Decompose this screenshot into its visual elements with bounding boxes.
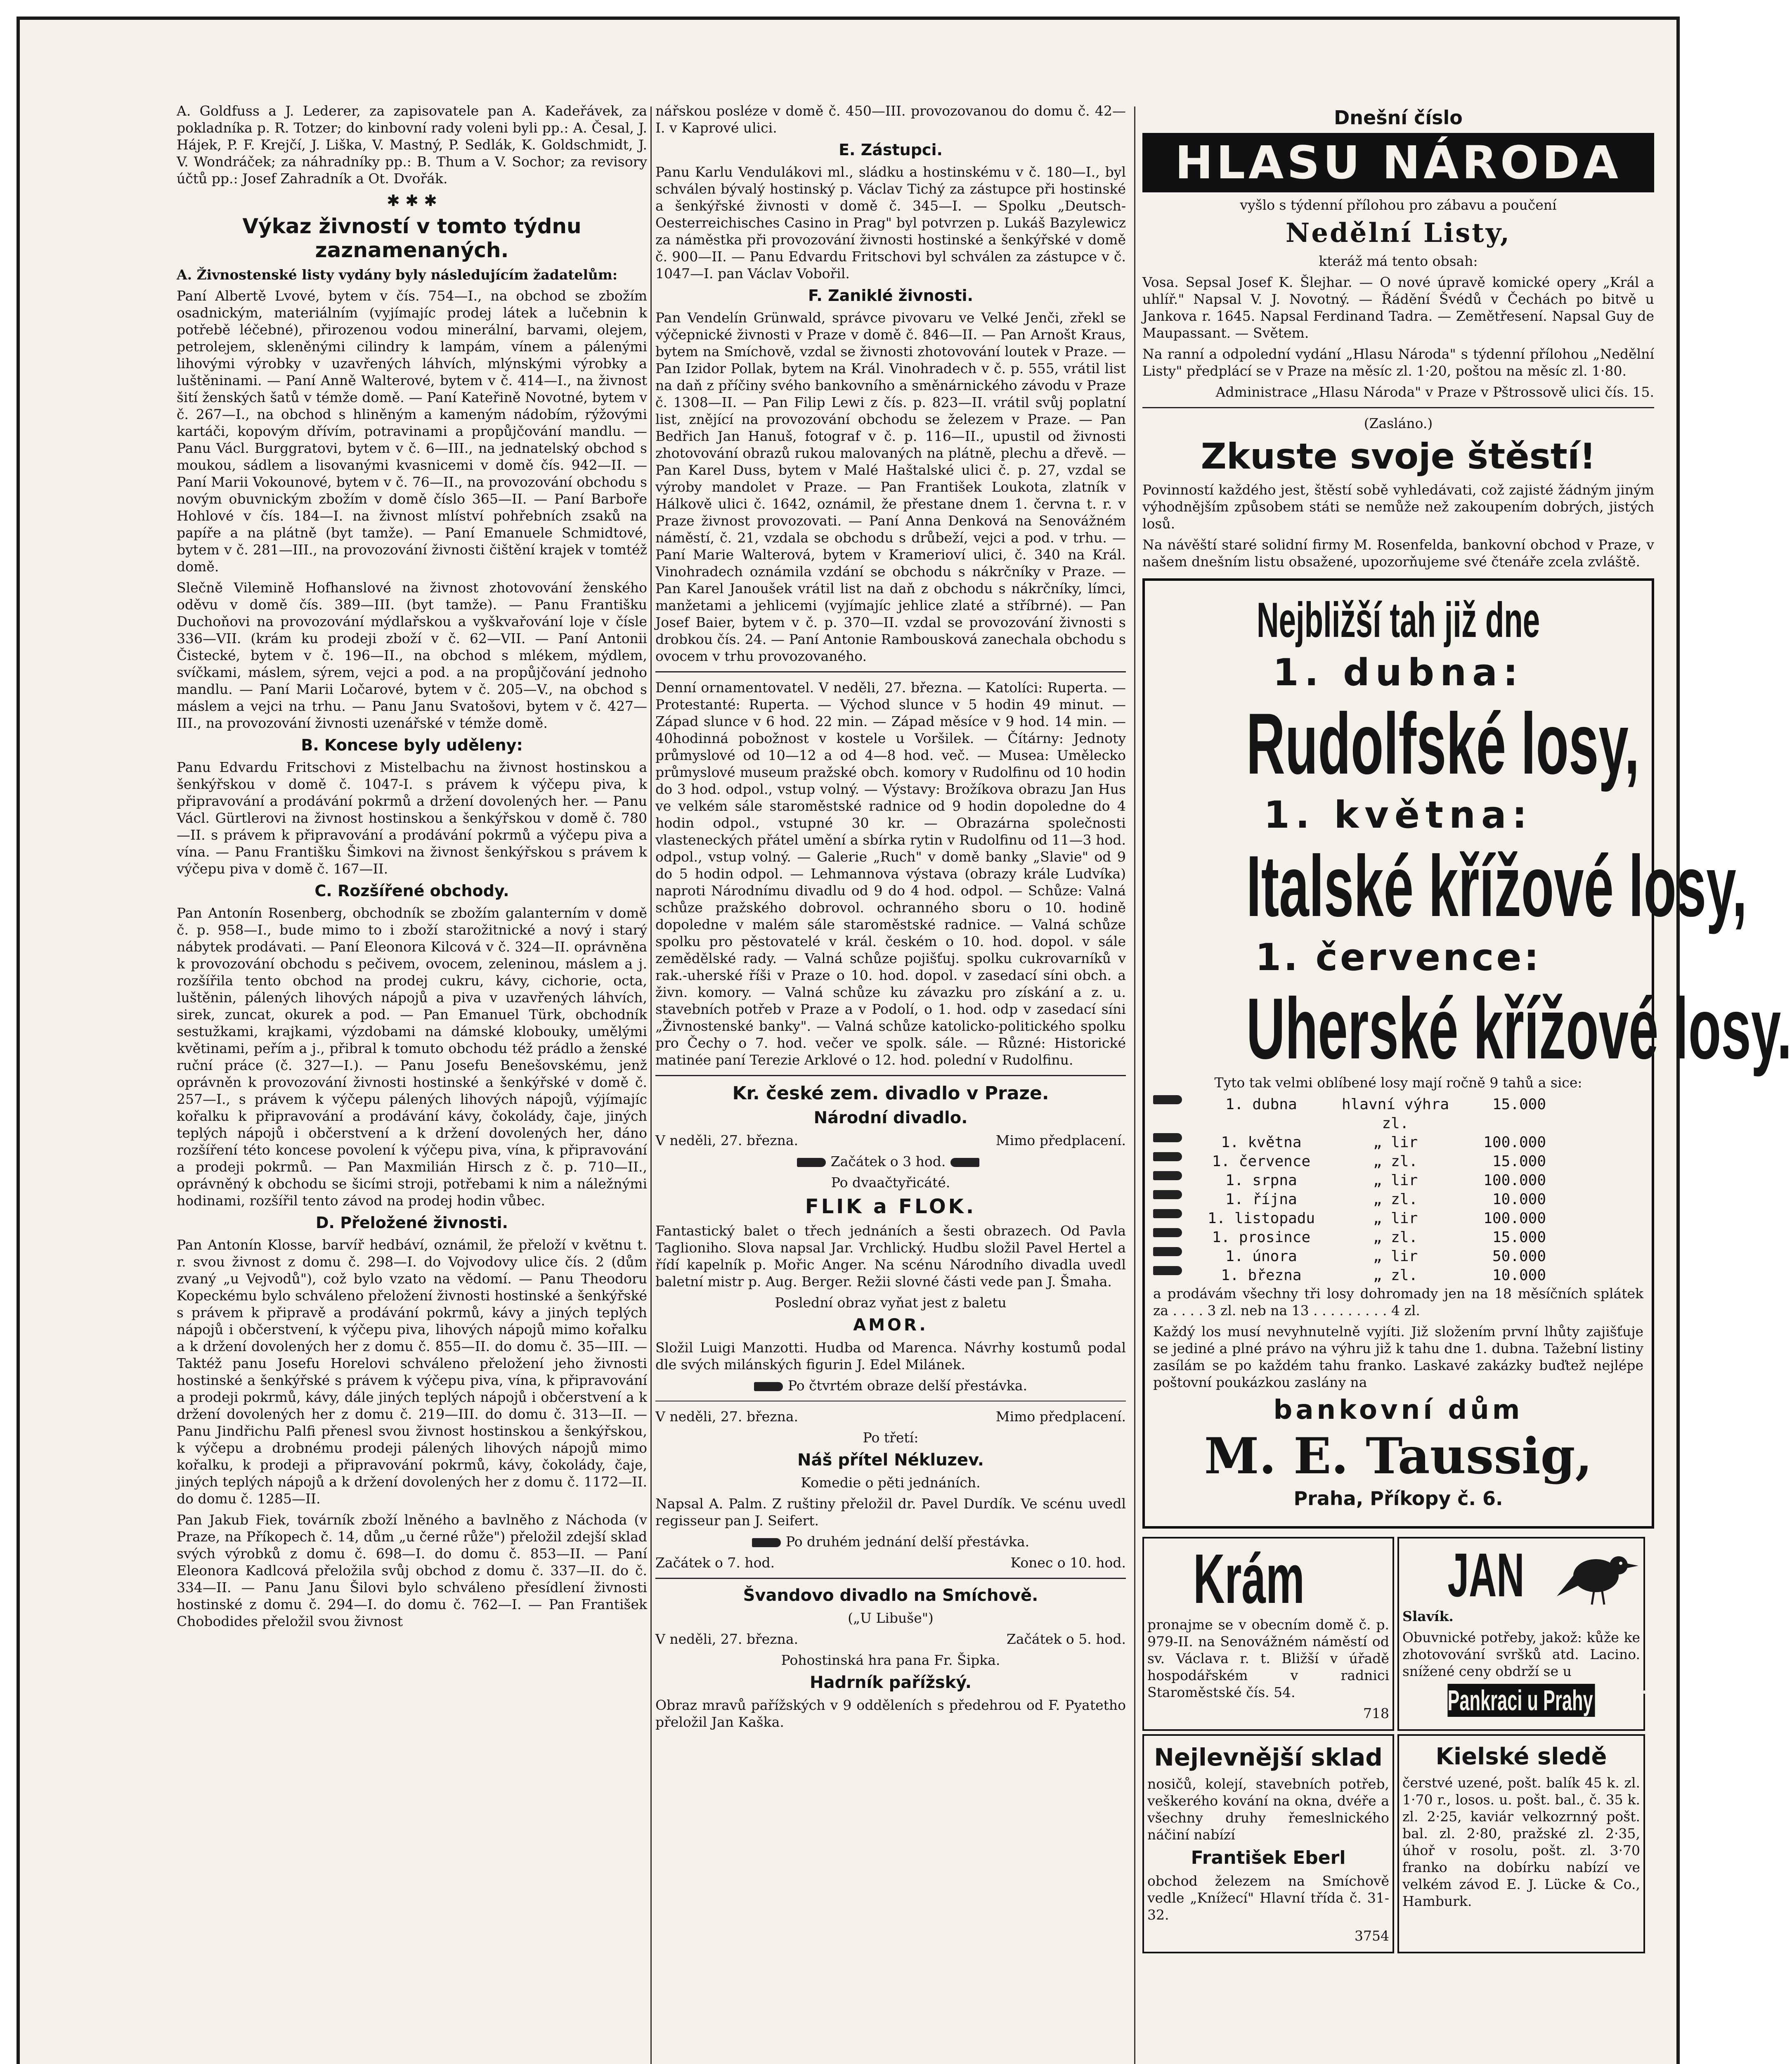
pause-note: Po čtvrtém obraze delší přestávka. [787, 1378, 1028, 1394]
shoemaker-address: Pankraci u Prahy čís. 67. [1447, 1684, 1658, 1716]
paragraph: Panu Edvardu Fritschovi z Mistelbachu na živnost hostinskou a šenkýřskou v domě č. 1047-I. s právem k výčepu piva, k připravování a prodávání pokrmů a držení dovolených her. — Panu Václ. Gürtlerovi na živnost hostinskou a šenkýřskou v domě č. 780—II. s právem k připravování a prodávání pokrmů a výčepu piva a vína. — Panu Františku Šimkovi na živnost šenkýřskou s právem k výčepu piva v domě č. 167—II. [177, 759, 647, 877]
column-divider [1134, 107, 1135, 2064]
pointing-hand-icon [754, 1382, 783, 1391]
small-ads-row [1142, 1537, 1658, 1731]
draw-cell: 1. srpna [1225, 1172, 1297, 1189]
draw-row [1153, 1209, 1643, 1228]
paragraph: nářskou posléze v domě č. 450—III. provozovanou do domu č. 42—I. v Kaprové ulici. [655, 103, 1126, 136]
hardware-owner: František Eberl [1191, 1847, 1346, 1868]
divider [655, 1578, 1126, 1579]
date: V neděli, 27. března. [655, 1132, 799, 1148]
draw-date-1: 1. dubna: [1273, 651, 1524, 694]
divider [655, 1075, 1126, 1076]
hardware-ad [1142, 1734, 1394, 1953]
shop-rental-ad [1142, 1537, 1394, 1731]
divider [655, 671, 1126, 672]
play-title-2: Náš přítel Nékluzev. [797, 1451, 984, 1470]
lottery-advertisement [1142, 578, 1792, 1529]
draw-row [1153, 1095, 1643, 1133]
draw-cell: hlavní výhra zl. [1341, 1096, 1449, 1132]
pointing-hand-icon [1153, 1133, 1182, 1142]
installment-text: a prodávám všechny tři losy dohromady jen na 18 měsíčních splátek za . . . . 3 zl. neb na 13 . . . . . . . . . 4 zl. [1153, 1285, 1643, 1318]
subscription-text: Na ranní a odpolední vydání „Hlasu Národa" s týdenní přílohou „Nedělní Listy" předplácí se v Praze na měsíc zl. 1·20, poštou na měsíc zl. 1·80. [1142, 346, 1654, 379]
pause-line [655, 1533, 1126, 1550]
pointing-hand-icon [1153, 1247, 1182, 1256]
draw-cell: 10.000 [1492, 1267, 1546, 1284]
note: Mimo předplacení. [995, 1408, 1126, 1425]
draw-cell: „ zl. [1373, 1267, 1418, 1284]
draw-cell: 1. prosince [1212, 1229, 1311, 1246]
contents-label: kteráž má tento obsah: [1319, 253, 1478, 269]
draw-row [1153, 1190, 1643, 1209]
section-f-heading: F. Zaniklé živnosti. [808, 286, 973, 305]
shoemaker-name: JAN [1447, 1540, 1525, 1610]
paragraph: Paní Albertě Lvové, bytem v čís. 754—I., na obchod se zbožím osadnickým, materiálním (vyjímajíc prodej látek a lučebnin k potřebě léčebné), přirozenou vodou minerální, barvami, olejem, petrolejem, skleněnými cilindry k lampám, vínem a pálenými lihovými výrobky v uzavřených láhvích, mlýnskými výrobky a luštěninami. — Paní Anně Walterové, bytem v č. 414—I., na živnost šití ženských šatů v témže domě. — Paní Kateřině Novotné, bytem v č. 267—I., na obchod s hliněným a kameným nádobím, rýžovými kartáči, kopovým dřívím, potravinami a propůjčování mandlu. — Panu Václ. Burggratovi, bytem v č. 6—III., na jednatelský obchod s moukou, sádlem a lisovanými kvasnicemi v domě čís. 942—II. — Paní Marii Vokounové, bytem v č. 76—II., na provozování obchodu s novým obuvnickým zbožím v domě číslo 365—II. — Paní Barboře Hohlové v čís. 184—I. na živnost mlíství pohřebních zsaků na papíře a na plátně (byt tamže). — Paní Emanuele Schmidtové, bytem v č. 281—III., na provozování živnosti čištění krajek v tomtéž domě. [177, 288, 647, 575]
shoemaker-ad [1397, 1537, 1658, 1731]
column-divider [650, 107, 652, 2064]
pointing-hand-icon [1153, 1266, 1182, 1275]
column-1 [177, 102, 647, 2064]
column-2 [655, 102, 1126, 2064]
note: Poslední obraz vyňat jest z baletu [775, 1295, 1007, 1311]
draw-row [1153, 1266, 1643, 1285]
performance-number: Po třetí: [863, 1430, 919, 1446]
small-ads-row-2 [1142, 1734, 1654, 1953]
today-issue-label: Dnešní číslo [1334, 107, 1463, 129]
play-description: Fantastický balet o třech jednáních a šesti obrazech. Od Pavla Taglionіho. Slova napsal Jar. Vrchlický. Hudbu složil Pavel Hertel a řídí kapelník p. Mořic Anger. Na scénu Národního divadla uvedl baletní mistr p. Aug. Berger. Režii slovné části vede pan J. Šmaha. [655, 1223, 1126, 1290]
draw-cell: „ zl. [1373, 1229, 1418, 1246]
pointing-hand-icon [797, 1158, 826, 1167]
banner-subtitle: vyšlo s týdenní přílohou pro zábavu a poučení [1240, 197, 1557, 213]
pause-line [655, 1377, 1126, 1394]
section-b-heading: B. Koncese byly uděleny: [301, 736, 523, 754]
luck-text: Povinností každého jest, štěstí sobě vyhledávati, což zajisté žádným jiným výhodnějším způsobem státi se nemůže než zakoupením dobrých, jistých losů. [1142, 482, 1654, 532]
start-time: Začátek o 3 hod. [830, 1153, 946, 1169]
draw-cell: 15.000 [1492, 1096, 1546, 1113]
draw-row [1153, 1152, 1643, 1171]
performance-number: Po dvaačtyřicáté. [831, 1174, 950, 1191]
lottery-name-1: Rudolfské losy, [1246, 695, 1640, 792]
draw-cell: „ lir [1373, 1248, 1418, 1265]
theater-1-date-line [655, 1132, 1126, 1149]
hardware-heading: Nejlevnější sklad [1154, 1743, 1383, 1771]
draw-cell: 50.000 [1492, 1248, 1546, 1265]
play-subtitle: Komedie o pěti jednáních. [801, 1475, 981, 1491]
bird-icon [1557, 1543, 1639, 1609]
play-description: Napsal A. Palm. Z ruštiny přeložil dr. Pavel Durdík. Ve scénu uvedl regisseur pan J. Seifert. [655, 1496, 1126, 1529]
draw-date-2: 1. května: [1264, 793, 1533, 837]
herring-ad [1397, 1734, 1645, 1953]
note: Mimo předplacení. [995, 1132, 1126, 1148]
conditions-text: Každý los musí nevyhnutelně vyjíti. Již složením první lhůty zajišťuje se jediné a plné právo na výhru již k tahu dne 1. dubna. Tažební listiny zasílám se po každém tahu franko. Laskavé zakázky buďtež nejlépe poštovní poukázkou zaslány na [1153, 1323, 1643, 1390]
draw-cell: 100.000 [1483, 1134, 1546, 1151]
ballet-description: Složil Luigi Manzotti. Hudba od Marenca. Návrhy kostumů podal dle svých milánských figurin J. Edel Milánek. [655, 1340, 1126, 1373]
draw-cell: 15.000 [1492, 1229, 1546, 1246]
ballet-title: AMOR. [853, 1316, 928, 1335]
play-title: FLIK a FLOK. [805, 1195, 976, 1218]
supplement-title: Nedělní Listy, [1285, 218, 1511, 249]
pointing-hand-icon [1153, 1190, 1182, 1199]
draw-cell: 1. března [1221, 1267, 1302, 1284]
play-description: Obraz mravů pařížských v 9 oddělеních s předehrou od F. Pyatetho přeložil Jan Kaška. [655, 1697, 1126, 1730]
pointing-hand-icon [950, 1158, 979, 1167]
theater-1-title: Kr. české zem. divadlo v Praze. [732, 1083, 1049, 1104]
lottery-name-3: Uherské křížové losy. [1246, 980, 1792, 1077]
date: V neděli, 27. března. [655, 1631, 799, 1647]
start-time: Začátek o 7. hod. [655, 1555, 775, 1571]
herring-text: čerstvé uzené, pošt. balík 45 k. zl. 1·70 r., losos. u. pošt. bal., č. 35 k. zl. 2·25, kaviár velkozrnný pošt. bal. zl. 2·80, pražské zl. 2·35, úhoř v rosolu, pošt. zl. 3·70 franko na dobírku nabízí ve velkém závod E. J. Lücke & Co., Hamburk. [1402, 1775, 1640, 1909]
draw-cell: 1. listopadu [1207, 1210, 1315, 1227]
herring-heading: Kielské sledě [1435, 1743, 1607, 1770]
lottery-name-2: Italské křížové losy, [1246, 838, 1747, 935]
pause-note: Po druhém jednání delší přestávka. [785, 1534, 1030, 1550]
theater-1-date-line-2 [655, 1408, 1126, 1425]
next-draw-heading: Nejbližší tah již dne [1256, 592, 1540, 648]
draw-cell: 1. července [1212, 1153, 1311, 1170]
draw-cell: 1. května [1221, 1134, 1302, 1151]
draw-cell: 100.000 [1483, 1210, 1546, 1227]
pointing-hand-icon [1153, 1152, 1182, 1161]
pointing-hand-icon [1153, 1095, 1182, 1104]
hardware-text: nosičů, kolejí, stavebních potřeb, veškerého kování na okna, dvéře a všechny druhy řemeslnického náčiní nabízí [1147, 1776, 1389, 1843]
admin-address: Administrace „Hlasu Národa" v Praze v Pštrossově ulici čís. 15. [1215, 384, 1654, 400]
section-c-heading: C. Rozšířené obchody. [314, 882, 509, 900]
pointing-hand-icon [752, 1538, 781, 1547]
section-stars: ✱ ✱ ✱ [387, 192, 437, 210]
draw-cell: 15.000 [1492, 1153, 1546, 1170]
draw-cell: 1. února [1225, 1248, 1297, 1265]
pointing-hand-icon [1153, 1171, 1182, 1180]
start-time: Začátek o 5. hod. [1006, 1631, 1126, 1647]
draw-row [1153, 1228, 1643, 1247]
draw-cell: 1. dubna [1225, 1096, 1297, 1113]
paragraph: Pan Antonín Rosenberg, obchodník se zbožím galanterním v domě č. p. 958—I., bude mimo to i zboží starožitnické a nový i starý nábytek prodávati. — Paní Eleonora Kilcová v č. 324—II. oprávněna k provozování obchodu s pečivem, ovocem, zeleninou, máslem a j. rozšířila tento obchod na prodej cukru, kávy, cichorie, octa, luštěnin, pálených lihových nápojů a piva v uzavřených láhvích, sirek, zuncat, okurek a pod. — Pan Emanuel Türk, obchodník sestužkami, krajkami, výzdobami na dámské klobouky, umělými květinami, peřím a j., přibral k tomuto obchodu též prádlo a ženské ruční práce (č. 327—I.). — Panu Josefu Benešovskému, jenž oprávněn k provozování živnosti hostinské a šenkýřské v domě č. 257—I., s právem k výčepu pálených lihových nápojů, výjímajíc kořalku k připravování a prodávání kávy, čokolády, čaje, jiných teplých nápojů i občerstvení a k držení dovolených her, dáno rozšíření této koncese povolení k výčepu piva, vína, k připravování a prodeji pokrmů. — Pan Maxmilián Hirsch z č. p. 710—II., oprávněný k obchodu se šicími stroji, potřebami k nim a náležnými hodinami, rozšířil tento závod na prodej hodin vůbec. [177, 905, 647, 1209]
start-end-line [655, 1554, 1126, 1571]
draw-row [1153, 1171, 1643, 1190]
theater-2-subtitle: („U Libuše") [848, 1610, 934, 1626]
shop-heading: Krám [1193, 1540, 1305, 1618]
section-a-heading: A. Živnostenské listy vydány byly následujícím žadatelům: [177, 267, 618, 283]
paragraph: Pan Vendelín Grünwald, správce pivovaru ve Velké Jenči, zřekl se výčepnické živnosti v Praze v domě č. 846—II. — Pan Arnošt Kraus, bytem na Smíchově, vzdal se živnosti zhotovování loutek v Praze. — Pan Izidor Pollak, bytem na Král. Vinohradech v č. p. 555, vrátil list na daň z příčiny svého bankovního a směnárnického závodu v Praze č. 1308—II. — Pan Filip Lewi z čís. p. 823—II. vrátil svůj poplatní list, znějící na provozování obchodu se železem v Praze. — Pan Bedřich Jan Hanuš, fotograf v č. p. 116—II., upustil od živnosti zhotovování obrazů rukou malovaných na plátně, plechu a dřevě. — Pan Karel Duss, bytem v Malé Haštalské ulici č. p. 27, vzdal se výroby mandolet v Praze. — Pan František Loukota, zlatník v Hálkově ulici č. 1642, oznámil, že přestane dnem 1. června t. r. v Praze živnost provozovati. — Paní Anna Denková na Senovážném náměstí, č. 21, vzdala se obchodu s drůbeží, vejci a pod. v trhu. — Paní Marie Walterová, bytem v Kramerioví ulici, č. 340 na Král. Vinohradech oznámila vzdání se obchodu s nákrčníky v Praze. — Pan Karel Janoušek vrátil list na daň z obchodu s nákrčníky, límci, manžetami a jehlicemi (vyjímajíc jehlice zlaté a stříbrné). — Pan Josef Baier, bytem v č. p. 370—II. vzdal se provozování živnosti s drobkou čís. 24. — Paní Antonie Rambousková zanechala obchodu s ovocem v trhu provozovaného. [655, 310, 1126, 664]
pointing-hand-icon [1153, 1209, 1182, 1218]
article-title: Výkaz živností v tomto týdnu zaznamenaných. [242, 214, 582, 262]
draw-cell: 10.000 [1492, 1191, 1546, 1208]
newspaper-banner: HLASU NÁRODA [1142, 133, 1654, 192]
play-title-3: Hadrník pařížský. [810, 1673, 972, 1692]
draw-cell: „ lir [1373, 1172, 1418, 1189]
end-time: Konec o 10. hod. [1010, 1555, 1126, 1571]
draw-cell: „ lir [1373, 1134, 1418, 1151]
section-d-heading: D. Přeložené živnosti. [316, 1214, 508, 1232]
bank-address: Praha, Příkopy č. 6. [1293, 1487, 1503, 1510]
theater-2-date-line [655, 1631, 1126, 1647]
pointing-hand-icon [1153, 1228, 1182, 1237]
bank-name: M. E. Taussig, [1204, 1427, 1593, 1485]
section-e-heading: E. Zástupci. [839, 141, 943, 159]
rosenfeld-text: Na návěští staré solidní firmy M. Rosenfelda, bankovní obchod v Praze, v našem dnešním listu obsažené, upozorňujeme své čtenáře zcela zvláště. [1142, 537, 1654, 570]
paragraph: Slečně Vilemině Hofhanslové na živnost zhotovování ženského oděvu v domě čís. 389—III. (byt tamže). — Panu Františku Duchoňovi na provozování mýdlařskou a vyškvařování loje v čísle 336—VII. (krám ku prodeji zboží v č. 62—VII. — Paní Antonii Čistecké, bytem v č. 196—II., na obchod s mlékem, mýdlem, svíčkami, máslem, sýrem, vejci a pod. a na propůjčování jednoho mandlu. — Paní Marii Ločarové, bytem v č. 205—V., na obchod s máslem a vejci na trhu. — Panu Janu Svatošovi, bytem v č. 427—III., na provozování živnosti uzenářské v témže domě. [177, 580, 647, 731]
daily-calendar: Denní ornamentovatel. V neděli, 27. března. — Katolíci: Rupertа. — Protestanté: Ruperta. — Východ slunce v 5 hodin 49 minut. — Západ slunce v 6 hod. 22 min. — Západ měsíce v 9 hod. 14 min. — 40hodinná pobožnost v kostele u Voršilek. — Čítárny: Jednoty průmyslové od 10—12 a od 4—8 hod. več. — Museа: Umělecko průmyslové museum pražské obch. komory v Rudolfinu od 10 hodin do 3 hod. odpol., vstup volný. — Výstavy: Brožíkova obrazu Jan Hus ve velkém sále staroměstské radnice od 9 hodin dopoledne do 4 hodin odpol., vstupné 30 kr. — Obrazárna společnosti vlasteneckých přátel umění a sbírka rytin v Rudolfinu od 11—3 hod. odpol., vstup volný. — Galerie „Ruch" v domě banky „Slavie" od 9 do 5 hodin odpol. — Lehmannova výstava (obrazy krále Ludvíka) naproti Národnímu divadlu od 9 do 4 hod. odpol. — Schůze: Valná schůze pražského dobrovol. ochranného sboru o 10. hodině dopoledne v malém sále staroměstské radnice. — Valná schůze spolku pro pěstovatelé v král. českém o 10. hod. dopol. v sále zemědělské rady. — Valná schůze pojišťuj. spolku cukrovarníků v rak.-uherské říši v Praze o 10. hod. dopol. v zasedací síni obch. a živn. komory. — Valná schůze ku závazku pro získání a z. u. stavebních potřeb v Praze a v Podolí, o 1. hod. odp v zasedací síni „Živnostenské banky". — Valná schůze katolicko-politického spolku pro Čechy o 7. hod. večer ve spolk. sále. — Různé: Historické matinée paní Terezie Arklové o 12. hod. polední v Rudolfinu. [655, 679, 1126, 1068]
sent-label: (Zasláno.) [1364, 415, 1433, 431]
luck-headline: Zkuste svoje štěstí! [1201, 436, 1596, 477]
draw-list [1153, 1095, 1643, 1285]
intro-paragraph: A. Goldfuss a J. Lederer, za zapisovatele pan A. Kadeřávek, za pokladníka p. R. Totzer; do kinbovní rady voleni byli pp.: A. Česal, J. Hájek, P. F. Krejčí, J. Liška, V. Mastný, P. Sedlák, K. Goldschmidt, J. V. Wondráček; za náhradníky pp.: B. Thum a V. Sochor; za revisory účtů pp.: Josef Zahradník a Ot. Dvořák. [177, 103, 647, 187]
paragraph: Pan Antonín Klosse, barvíř hedbáví, oznámil, že přeloží v květnu t. r. svou živnost z domu č. 298—I. do Vojvodovy ulice čís. 2 (dům zvaný „u Vejvodů"), což bylo vzato na vědomí. — Panu Theodoru Kopeckému bylo schváleno přeložení živnosti hostinské a šenkýřské s právem k připravě a prodávání pokrmů, kávy a jiných teplých nápojů i občerstvení, k výčepu piva, lihových nápojů mimo kořalku a k držení dovolených her z domu č. 855—II. do domu č. 35—III. — Taktéž panu Josefu Horelovi schváleno přeložení jeho živnosti hostinské a šenkýřské s právem k výčepu piva, vína, k připravování a prodeji pokrmů, kávy, dále jiných teplých nápojů i občerstvení a k držení dovolených her z domu č. 219—III. do domu č. 313—II. — Panu Jindřichu Palfi přenesl svou živnost hostinskou a šenkýřskou, k výčepu a drobnému prodeji pálených lihových nápojů mimo kořalku, k prodeji a připravování pokrmů, kávy, čokolády, čaje, jiných teplých nápojů a k držení dovolených her z domu č. 1172—II. do domu č. 1285—II. [177, 1237, 647, 1507]
paragraph: Panu Karlu Vendulákovi ml., sládku a hostinskému v č. 180—I., byl schválen bývalý hostinský p. Václav Tichý za zástupce při hostinské a šenkýřské živnosti v domě č. 345—I. — Spolku „Deutsch-Oesterreichisches Casino in Prag" byl potvrzen p. Lukáš Bazylewicz za náměstka při provozování živnosti hostinské a šenkýřské v domě č. 900—II. — Panu Edvardu Fritschovi byl schválen za zástupce v č. 1047—I. pan Václav Vobořil. [655, 164, 1126, 282]
hardware-address: obchod železem na Smíchově vedle „Knížecí" Hlavní třída č. 31-32. [1147, 1873, 1389, 1923]
draw-cell: 1. října [1225, 1191, 1297, 1208]
newspaper-page [17, 17, 1792, 2064]
draw-cell: „ zl. [1373, 1153, 1418, 1170]
guest-note: Pohostinská hra pana Fr. Šipka. [781, 1652, 1000, 1668]
column-3 [1142, 102, 1792, 2064]
theater-2-title: Švandovo divadlo na Smíchově. [743, 1586, 1038, 1605]
contents-text: Vosa. Sepsal Josef K. Šlejhar. — O nové úpravě komické opery „Král a uhlíř." Napsal V. J. Novotný. — Řádění Švédů v Čechách po bitvě u Jankova r. 1645. Napsal Ferdinand Tadra. — Zemětřesení. Napsal Guy de Maupassant. — Světem. [1142, 274, 1654, 341]
draw-row [1153, 1247, 1643, 1266]
shoemaker-text: Obuvnické potřeby, jakož: kůže ke zhotovování svršků atd. Lacino. snížené ceny obdrží se u [1402, 1629, 1640, 1679]
theater-1-subtitle: Národní divadlo. [813, 1108, 968, 1127]
shoemaker-surname: Slavík. [1402, 1608, 1454, 1624]
divider [1142, 407, 1654, 408]
draw-row [1153, 1133, 1643, 1152]
start-line [655, 1153, 1126, 1170]
bank-label: bankovní dům [1273, 1395, 1523, 1425]
popular-text: Tyto tak velmi oblíbené losy mají ročně 9 tahů a sice: [1214, 1075, 1582, 1091]
date: V neděli, 27. března. [655, 1408, 799, 1425]
draw-cell: „ lir [1373, 1210, 1418, 1227]
ad-number: 3754 [1355, 1928, 1389, 1944]
draw-date-3: 1. července: [1255, 936, 1541, 979]
shop-text: pronajme se v obecním domě č. p. 979-II. na Senovážném náměstí od sv. Václava r. t. Bližší v úřadě hospodářském v radnici Staroměstské čís. 54. [1147, 1617, 1389, 1700]
paragraph: Pan Jakub Fiek, továrník zboží lněného a bavlněho z Náchoda (v Praze, na Příkopech č. 14, dům „u černé růže") přeložil zdejší sklad svých výrobků z domu č. 698—I. do domu č. 853—II. — Paní Eleonora Kadlcová přeložila svůj obchod z domu č. 337—II. do č. 334—II. — Panu Janu Šilovi bylo schváleno přesídlení živnosti hostinské z domu č. 294—I. do domu č. 762—I. — Pan František Chobodides přeložil svou živnost [177, 1512, 647, 1629]
draw-cell: 100.000 [1483, 1172, 1546, 1189]
draw-cell: „ zl. [1373, 1191, 1418, 1208]
ad-number: 718 [1363, 1705, 1389, 1721]
